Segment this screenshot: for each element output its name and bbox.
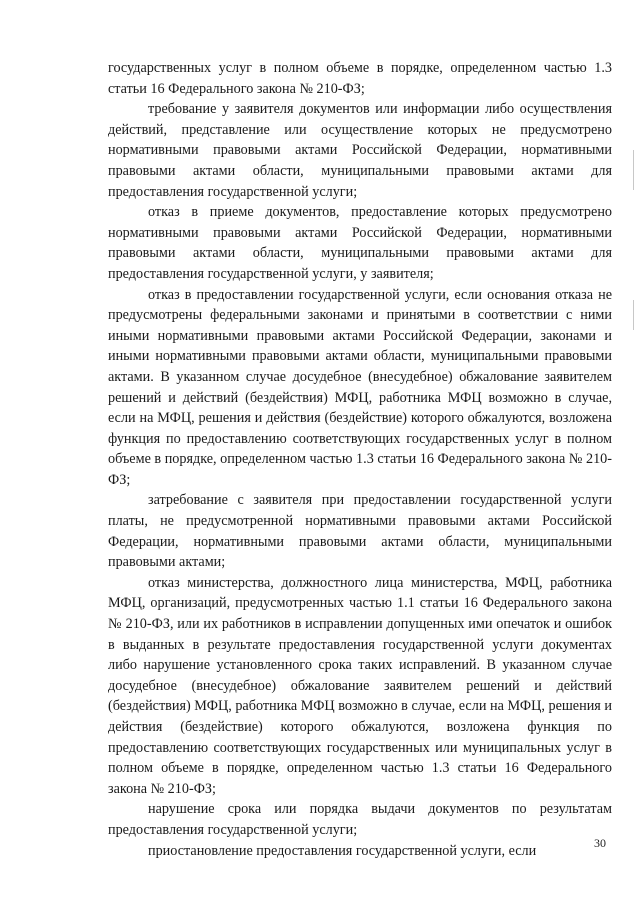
paragraph-continuation: государственных услуг в полном объеме в порядке, определенном частью 1.3 статьи 16 Федерального закона № 210-ФЗ; xyxy=(108,60,612,97)
paragraph: отказ в приеме документов, предоставление которых предусмотрено нормативными правовыми актами Российской Федерации, нормативными правовыми актами области, муниципальными правовыми актами для предоставления государственной услуги, у заявителя; xyxy=(108,204,612,282)
paragraph: затребование с заявителя при предоставлении государственной услуги платы, не предусмотренной нормативными правовыми актами Российской Федерации, нормативными правовыми актами области, муниципальными правовыми актами; xyxy=(108,492,612,571)
paragraph: требование у заявителя документов или информации либо осуществления действий, представление или осуществление которых не предусмотрено нормативными правовыми актами Российской Федерации, нормативными правовыми актами области, муниципальными правовыми актами для предоставления государственной услуги; xyxy=(108,101,612,200)
scan-margin-mark xyxy=(633,150,634,190)
paragraph: отказ в предоставлении государственной услуги, если основания отказа не предусмотрены федеральными законами и принятыми в соответствии с ними иными нормативными правовыми актами Российской Федерации, законами и иными нормативными правовыми актами области, муниципальными правовыми актами. В указанном случае досудебное (внесудебное) обжалование заявителем решений и действий (бездействия) МФЦ, работника МФЦ возможно в случае, если на МФЦ, решения и действия (бездействие) которого обжалуются, возложена функция по предоставлению соответствующих государственных услуг в полном объеме в порядке, определенном частью 1.3 статьи 16 Федерального закона № 210-ФЗ; xyxy=(108,286,612,488)
document-body xyxy=(108,58,612,861)
paragraph: нарушение срока или порядка выдачи документов по результатам предоставления государственной услуги; xyxy=(108,801,612,838)
paragraph: приостановление предоставления государственной услуги, если xyxy=(148,842,537,859)
page-number: 30 xyxy=(594,836,606,850)
scan-margin-mark xyxy=(633,300,634,330)
paragraph: отказ министерства, должностного лица министерства, МФЦ, работника МФЦ, организаций, предусмотренных частью 1.1 статьи 16 Федерального закона № 210-ФЗ, или их работников в исправлении допущенных ими опечаток и ошибок в выданных в результате предоставления государственной услуги документах либо нарушение установленного срока таких исправлений. В указанном случае досудебное (внесудебное) обжалование заявителем решений и действий (бездействия) МФЦ, работника МФЦ возможно в случае, если на МФЦ, решения и действия (бездействие) которого обжалуются, возложена функция по предоставлению соответствующих государственных или муниципальных услуг в полном объеме в порядке, определенном частью 1.3 статьи 16 Федерального закона № 210-ФЗ; xyxy=(108,574,612,797)
